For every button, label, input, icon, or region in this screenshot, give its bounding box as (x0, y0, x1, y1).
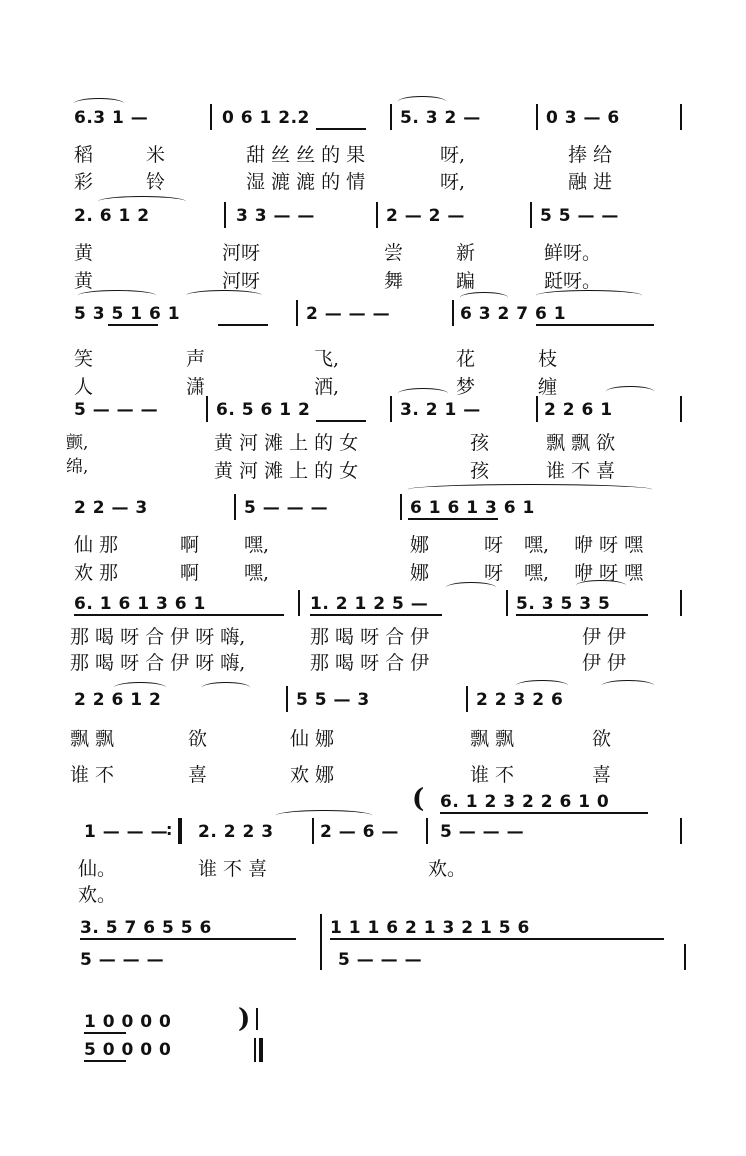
measure: 1 1 1 6 2 1 3 2 1 5 6 (330, 918, 530, 938)
system9-lower (0, 950, 746, 974)
slur (606, 386, 654, 397)
slur (276, 810, 372, 821)
system3-lyrics1 (0, 344, 746, 368)
measure: 1 — — — (84, 822, 169, 842)
measure: 2. 6 1 2 (74, 206, 150, 226)
lyric: 孩 (470, 460, 490, 482)
repeat-dots: : (166, 820, 173, 839)
lyric: 孩 (470, 432, 490, 454)
measure: 5 — — — (338, 950, 423, 970)
barline (320, 914, 322, 970)
underline (80, 938, 296, 940)
barline (684, 944, 686, 970)
barline (296, 300, 298, 326)
lyric: 谁 不 喜 (198, 858, 268, 880)
lyric: 欢。 (78, 884, 117, 906)
measure: 5 — — — (440, 822, 525, 842)
underline (108, 324, 158, 326)
system2-lyrics2 (0, 266, 746, 290)
underline (316, 128, 366, 130)
slur (536, 290, 642, 301)
lyric: 咿 呀 嘿 (574, 534, 644, 556)
system8-lyrics2 (0, 880, 746, 904)
lyric: 潇 (186, 376, 206, 398)
measure: 6 1 6 1 3 6 1 (410, 498, 535, 518)
lyric: 呀, (440, 144, 466, 166)
system4-lyrics1 (0, 428, 746, 452)
system4-lyrics2 (0, 452, 746, 482)
lyric: 飘 飘 (470, 728, 515, 750)
system6-lyrics2 (0, 648, 746, 672)
barline (680, 590, 682, 616)
slur (408, 484, 652, 495)
underline (536, 324, 654, 326)
measure: 5 5 — 3 (296, 690, 370, 710)
lyric: 铃 (146, 171, 166, 193)
barline (390, 396, 392, 422)
lyric: 伊 伊 (582, 652, 627, 674)
underline (516, 614, 648, 616)
lyric: 黄 河 滩 上 的 女 (214, 432, 359, 454)
barline (536, 104, 538, 130)
system2-notes (0, 206, 746, 230)
lyric: 蹁 (456, 270, 476, 292)
slur (446, 582, 496, 593)
measure: 5 5 — — (540, 206, 619, 226)
barline (286, 686, 288, 712)
system7-notes (0, 690, 746, 714)
lyric: 仙 娜 (290, 728, 335, 750)
repeat-barline (178, 818, 182, 844)
measure: 5 — — — (244, 498, 329, 518)
lyric: 笑 (74, 348, 94, 370)
final-barline-thin (254, 1038, 256, 1062)
lyric: 欢。 (428, 858, 467, 880)
lyric: 枝 (538, 348, 558, 370)
measure: 0 3 — 6 (546, 108, 620, 128)
slur (78, 290, 156, 301)
lyric: 捧 给 (568, 144, 613, 166)
system5-lyrics1 (0, 530, 746, 554)
system1-lyrics1 (0, 140, 746, 164)
lyric: 谁 不 喜 (546, 460, 616, 482)
barline (680, 396, 682, 422)
barline (256, 1008, 258, 1030)
lyric: 那 喝 呀 合 伊 (310, 652, 430, 674)
lyric: 尝 (384, 242, 404, 264)
measure: 2. 2 2 3 (198, 822, 274, 842)
lyric: 跹呀。 (544, 270, 602, 292)
interlude-notes: 6. 1 2 3 2 2 6 1 0 (440, 792, 610, 812)
lyric: 米 (146, 144, 166, 166)
lyric: 那 喝 呀 合 伊 呀 嗨, (70, 652, 246, 674)
underline (440, 812, 648, 814)
measure: 1. 2 1 2 5 — (310, 594, 429, 614)
barline (224, 202, 226, 228)
lyric: 欢 那 (74, 562, 119, 584)
lyric: 黄 河 滩 上 的 女 (214, 460, 359, 482)
measure: 2 — 2 — (386, 206, 465, 226)
lyric: 娜 (410, 534, 430, 556)
lyric: 鲜呀。 (544, 242, 602, 264)
lyric: 欢 娜 (290, 764, 335, 786)
measure: 2 2 6 1 (544, 400, 613, 420)
lyric: 飘 飘 欲 (546, 432, 616, 454)
lyric: 缠 (538, 376, 558, 398)
lyric: 飞, (314, 348, 340, 370)
measure: 2 2 3 2 6 (476, 690, 564, 710)
system5-lyrics2 (0, 558, 746, 582)
system2-lyrics1 (0, 238, 746, 262)
lyric: 仙 那 (74, 534, 119, 556)
measure: 3. 5 7 6 5 5 6 (80, 918, 212, 938)
underline (330, 938, 664, 940)
lyric: 欲 (188, 728, 208, 750)
lyric: 飘 飘 (70, 728, 115, 750)
slur (74, 98, 124, 109)
underline (316, 420, 366, 422)
lyric: 绵, (66, 457, 89, 477)
lyric: 稻 (74, 144, 94, 166)
system8-lyrics1 (0, 854, 746, 878)
lyric: 融 进 (568, 171, 613, 193)
lyric: 甜 丝 丝 的 果 (246, 144, 366, 166)
barline (680, 104, 682, 130)
measure: 5 — — — (74, 400, 159, 420)
system1-lyrics2 (0, 167, 746, 191)
system4-notes (0, 400, 746, 424)
lyric: 舞 (384, 270, 404, 292)
slur (398, 388, 448, 399)
system8-notes (0, 822, 746, 846)
barline (312, 818, 314, 844)
system7-lyrics1 (0, 724, 746, 748)
measure: 0 6 1 2.2 (222, 108, 310, 128)
barline (530, 202, 532, 228)
lyric: 嘿, (524, 534, 550, 556)
lyric: 呀, (440, 171, 466, 193)
underline (408, 518, 498, 520)
lyric: 洒, (314, 376, 340, 398)
measure: 5. 3 5 3 5 (516, 594, 611, 614)
barline (206, 396, 208, 422)
barline (298, 590, 300, 616)
lyric: 呀 (484, 534, 504, 556)
close-parenthesis: ) (238, 1004, 251, 1034)
lyric: 谁 不 (470, 764, 515, 786)
open-parenthesis: ( (412, 784, 425, 814)
lyric: 河呀 (222, 270, 261, 292)
measure: 6. 5 6 1 2 (216, 400, 311, 420)
barline (506, 590, 508, 616)
lyric: 嘿, (244, 562, 270, 584)
barline (452, 300, 454, 326)
lyric: 嘿, (524, 562, 550, 584)
lyric: 呀 (484, 562, 504, 584)
measure: 3. 2 1 — (400, 400, 481, 420)
lyric: 啊 (180, 562, 200, 584)
lyric: 伊 伊 (582, 626, 627, 648)
lyric: 彩 (74, 171, 94, 193)
lyric: 仙。 (78, 858, 117, 880)
underline (84, 1060, 126, 1062)
system5-notes (0, 498, 746, 522)
lyric: 咿 呀 嘿 (574, 562, 644, 584)
slur (460, 292, 508, 303)
underline (84, 1032, 126, 1034)
barline (234, 494, 236, 520)
lyric: 喜 (592, 764, 612, 786)
slur (186, 290, 262, 301)
barline (536, 396, 538, 422)
underline (218, 324, 268, 326)
measure: 6. 1 6 1 3 6 1 (74, 594, 206, 614)
measure: 5 3 5 1 6 1 (74, 304, 181, 324)
lyric: 欲 (592, 728, 612, 750)
lyric: 人 (74, 376, 94, 398)
slur (576, 580, 626, 591)
lyric: 声 (186, 348, 206, 370)
measure: 5. 3 2 — (400, 108, 481, 128)
system1-notes (0, 108, 746, 132)
underline (310, 614, 442, 616)
lyric: 黄 (74, 270, 94, 292)
final-barline-thick (259, 1038, 263, 1062)
slur (398, 96, 446, 107)
lyric: 新 (456, 242, 476, 264)
lyric: 娜 (410, 562, 430, 584)
barline (210, 104, 212, 130)
measure: 2 2 — 3 (74, 498, 148, 518)
measure: 5 — — — (80, 950, 165, 970)
measure: 1 0 0 0 0 (84, 1012, 172, 1032)
lyric: 嘿, (244, 534, 270, 556)
measure: 2 — 6 — (320, 822, 399, 842)
barline (680, 818, 682, 844)
lyric: 那 喝 呀 合 伊 (310, 626, 430, 648)
lyric: 河呀 (222, 242, 261, 264)
barline (426, 818, 428, 844)
barline (390, 104, 392, 130)
system6-lyrics1 (0, 622, 746, 646)
lyric: 那 喝 呀 合 伊 呀 嗨, (70, 626, 246, 648)
measure: 3 3 — — (236, 206, 315, 226)
lyric: 湿 漉 漉 的 情 (246, 171, 366, 193)
lyric: 黄 (74, 242, 94, 264)
measure: 5 0 0 0 0 (84, 1040, 172, 1060)
lyric: 花 (456, 348, 476, 370)
measure: 2 — — — (306, 304, 391, 324)
lyric: 颤, (66, 433, 89, 453)
lyric: 谁 不 (70, 764, 115, 786)
barline (400, 494, 402, 520)
system7-lyrics2 (0, 760, 746, 784)
underline (74, 614, 284, 616)
barline (376, 202, 378, 228)
measure: 2 2 6 1 2 (74, 690, 162, 710)
lyric: 梦 (456, 376, 476, 398)
lyric: 啊 (180, 534, 200, 556)
measure: 6.3 1 — (74, 108, 149, 128)
barline (466, 686, 468, 712)
lyric: 喜 (188, 764, 208, 786)
measure: 6 3 2 7 6 1 (460, 304, 567, 324)
